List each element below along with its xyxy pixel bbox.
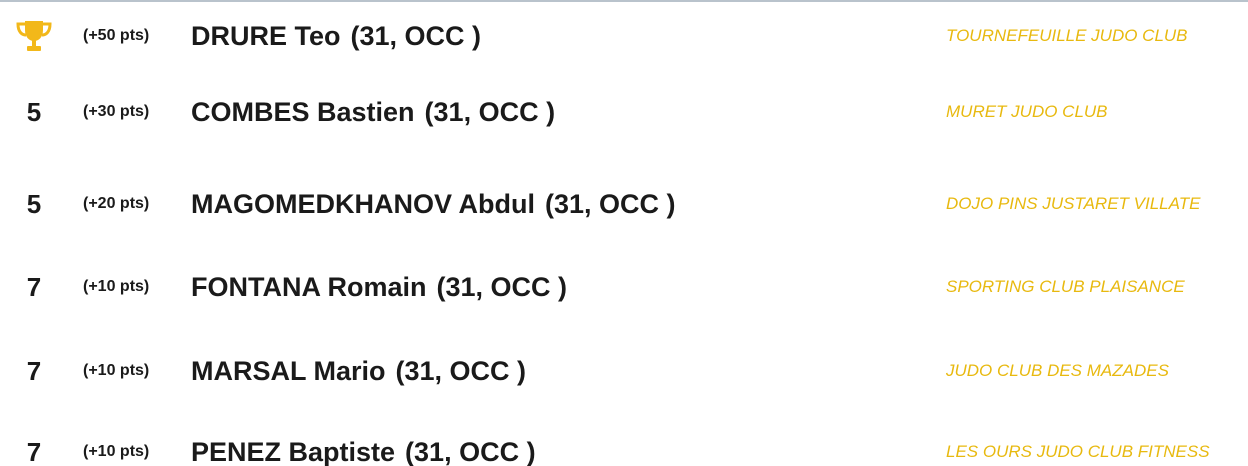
result-row xyxy=(0,432,1248,466)
trophy-icon xyxy=(14,18,54,54)
points-label: (+10 pts) xyxy=(83,278,150,295)
top-divider xyxy=(0,0,1248,2)
rank-cell: 7 xyxy=(26,355,42,386)
result-row xyxy=(0,267,1248,307)
rank-cell: 5 xyxy=(26,96,42,127)
result-row xyxy=(0,184,1248,224)
points-label: (+30 pts) xyxy=(83,103,150,120)
rank-cell: 7 xyxy=(26,271,42,302)
athlete-name-text: COMBES Bastien xyxy=(191,96,415,127)
points-label: (+50 pts) xyxy=(83,27,150,44)
athlete-region: (31, OCC ) xyxy=(424,96,556,127)
athlete-region: (31, OCC ) xyxy=(436,271,568,302)
result-row xyxy=(0,16,1248,56)
points-label: (+10 pts) xyxy=(83,443,150,460)
athlete-region: (31, OCC ) xyxy=(395,355,527,386)
athlete-region: (31, OCC ) xyxy=(350,20,482,51)
rank-cell xyxy=(14,16,54,56)
athlete-name-text: DRURE Teo xyxy=(191,20,341,51)
club-name[interactable]: TOURNEFEUILLE JUDO CLUB xyxy=(946,26,1188,45)
athlete-name[interactable] xyxy=(191,189,676,220)
athlete-name[interactable] xyxy=(191,272,567,303)
athlete-name[interactable] xyxy=(191,356,526,387)
rank-cell: 7 xyxy=(26,436,42,466)
athlete-name-text: MAGOMEDKHANOV Abdul xyxy=(191,188,535,219)
points-label: (+10 pts) xyxy=(83,362,150,379)
athlete-name-text: FONTANA Romain xyxy=(191,271,427,302)
result-row xyxy=(0,92,1248,132)
athlete-region: (31, OCC ) xyxy=(544,188,676,219)
points-label: (+20 pts) xyxy=(83,195,150,212)
club-name[interactable]: MURET JUDO CLUB xyxy=(946,102,1108,121)
athlete-name[interactable] xyxy=(191,21,481,52)
athlete-name[interactable] xyxy=(191,437,536,466)
rank-cell: 5 xyxy=(26,188,42,219)
club-name[interactable]: DOJO PINS JUSTARET VILLATE xyxy=(946,194,1201,213)
club-name[interactable]: JUDO CLUB DES MAZADES xyxy=(946,361,1169,380)
athlete-name-text: PENEZ Baptiste xyxy=(191,436,396,466)
result-row xyxy=(0,351,1248,391)
athlete-region: (31, OCC ) xyxy=(405,436,536,466)
athlete-name[interactable] xyxy=(191,97,555,128)
club-name[interactable]: SPORTING CLUB PLAISANCE xyxy=(946,277,1185,296)
athlete-name-text: MARSAL Mario xyxy=(191,355,386,386)
club-name[interactable]: LES OURS JUDO CLUB FITNESS xyxy=(946,442,1210,461)
